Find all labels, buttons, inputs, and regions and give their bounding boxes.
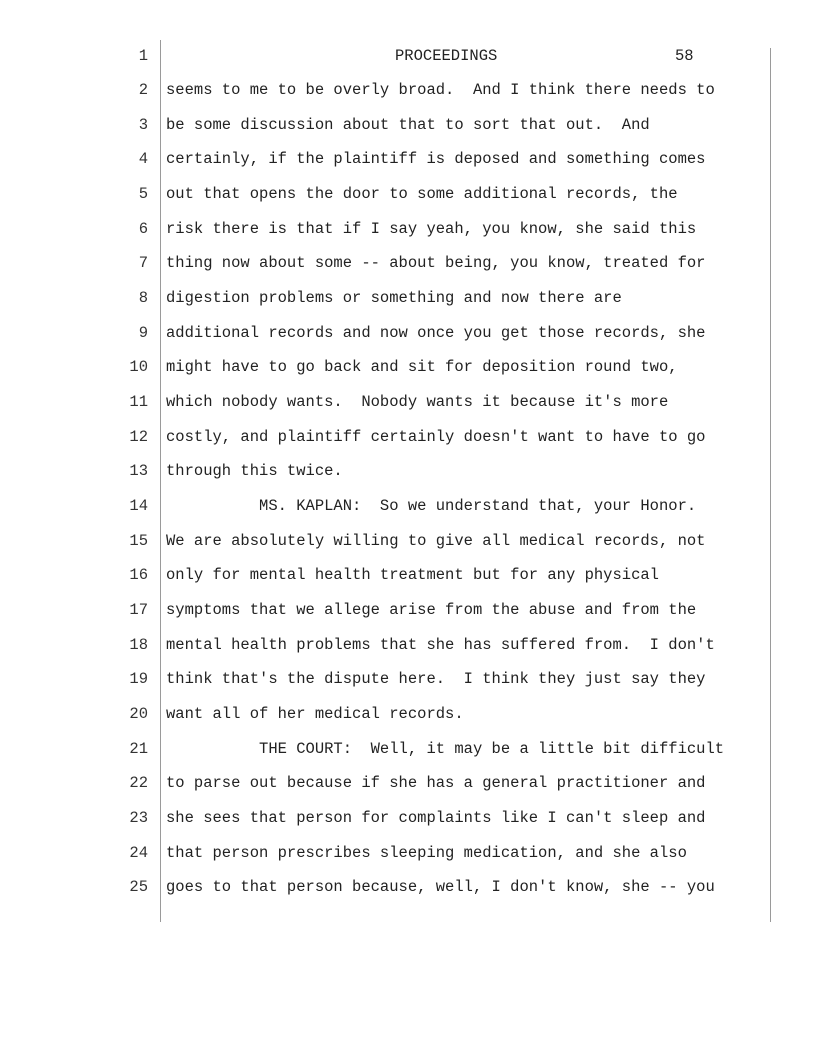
line-number: 20	[129, 705, 148, 723]
transcript-line	[0, 842, 816, 864]
line-text: which nobody wants. Nobody wants it because it's more	[166, 393, 669, 411]
transcript-line	[0, 530, 816, 552]
transcript-line	[0, 634, 816, 656]
line-text: symptoms that we allege arise from the abuse and from the	[166, 601, 697, 619]
line-number: 15	[129, 532, 148, 550]
line-text: be some discussion about that to sort that out. And	[166, 116, 650, 134]
transcript-line	[0, 218, 816, 240]
transcript-line	[0, 391, 816, 413]
transcript-line	[0, 287, 816, 309]
line-text: only for mental health treatment but for any physical	[166, 566, 659, 584]
line-text: out that opens the door to some additional records, the	[166, 185, 678, 203]
transcript-line	[0, 564, 816, 586]
line-text: THE COURT: Well, it may be a little bit difficult	[166, 740, 725, 758]
line-number: 2	[138, 81, 148, 99]
line-number: 17	[129, 601, 148, 619]
line-number: 11	[129, 393, 148, 411]
transcript-line	[0, 322, 816, 344]
line-text: thing now about some -- about being, you know, treated for	[166, 254, 706, 272]
transcript-line	[0, 426, 816, 448]
line-number: 13	[129, 462, 148, 480]
transcript-line	[0, 807, 816, 829]
transcript-line	[0, 79, 816, 101]
transcript-line	[0, 738, 816, 760]
line-text: MS. KAPLAN: So we understand that, your Honor.	[166, 497, 697, 515]
transcript-line	[0, 460, 816, 482]
transcript-line	[0, 668, 816, 690]
line-text: might have to go back and sit for deposition round two,	[166, 358, 678, 376]
line-text: to parse out because if she has a general practitioner and	[166, 774, 706, 792]
line-number: 6	[138, 220, 148, 238]
line-text: mental health problems that she has suffered from. I don't	[166, 636, 715, 654]
transcript-line	[0, 45, 816, 67]
transcript-line	[0, 252, 816, 274]
line-number: 10	[129, 358, 148, 376]
line-number: 8	[138, 289, 148, 307]
line-number: 24	[129, 844, 148, 862]
line-text: risk there is that if I say yeah, you know, she said this	[166, 220, 697, 238]
line-number: 5	[138, 185, 148, 203]
line-text: want all of her medical records.	[166, 705, 464, 723]
line-text: think that's the dispute here. I think they just say they	[166, 670, 706, 688]
line-text: goes to that person because, well, I don't know, she -- you	[166, 878, 715, 896]
line-text: that person prescribes sleeping medication, and she also	[166, 844, 687, 862]
line-number: 21	[129, 740, 148, 758]
line-text: seems to me to be overly broad. And I think there needs to	[166, 81, 715, 99]
transcript-line	[0, 148, 816, 170]
line-number: 19	[129, 670, 148, 688]
transcript-line	[0, 876, 816, 898]
line-number: 23	[129, 809, 148, 827]
line-number: 25	[129, 878, 148, 896]
page-title: PROCEEDINGS	[395, 47, 498, 65]
line-text: We are absolutely willing to give all medical records, not	[166, 532, 706, 550]
line-text: digestion problems or something and now there are	[166, 289, 622, 307]
line-number: 16	[129, 566, 148, 584]
line-number: 18	[129, 636, 148, 654]
transcript-line	[0, 183, 816, 205]
line-text: costly, and plaintiff certainly doesn't want to have to go	[166, 428, 706, 446]
transcript-line	[0, 703, 816, 725]
line-text: certainly, if the plaintiff is deposed and something comes	[166, 150, 706, 168]
line-number: 1	[138, 47, 148, 65]
page-number: 58	[675, 47, 694, 65]
line-number: 22	[129, 774, 148, 792]
line-text: additional records and now once you get those records, she	[166, 324, 706, 342]
line-number: 7	[138, 254, 148, 272]
transcript-line	[0, 599, 816, 621]
transcript-line	[0, 495, 816, 517]
transcript-line	[0, 772, 816, 794]
line-number: 14	[129, 497, 148, 515]
line-number: 12	[129, 428, 148, 446]
line-number: 9	[138, 324, 148, 342]
line-number: 4	[138, 150, 148, 168]
line-text: she sees that person for complaints like I can't sleep and	[166, 809, 706, 827]
transcript-line	[0, 356, 816, 378]
line-text: through this twice.	[166, 462, 343, 480]
transcript-line	[0, 114, 816, 136]
line-number: 3	[138, 116, 148, 134]
